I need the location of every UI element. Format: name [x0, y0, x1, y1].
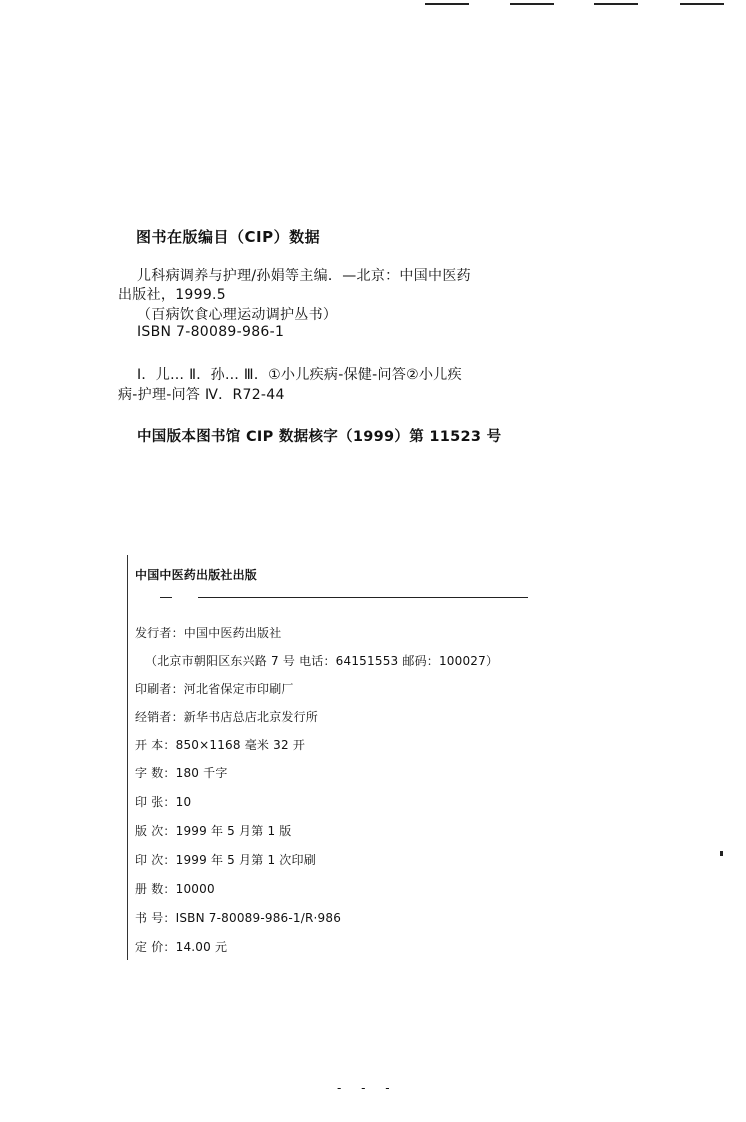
- cip-record-number: 中国版本图书馆 CIP 数据核字（1999）第 11523 号: [137, 429, 502, 445]
- top-mark-1: [425, 3, 469, 5]
- price-line: 定 价：14.00 元: [135, 940, 228, 954]
- distributor-line: 发行者：中国中医药出版社: [135, 626, 282, 640]
- top-mark-2: [510, 3, 554, 5]
- divider-long: [198, 597, 528, 598]
- wordcount-line: 字 数：180 千字: [135, 766, 228, 780]
- cip-line-1: 儿科病调养与护理/孙娟等主编．—北京：中国中医药: [137, 268, 471, 284]
- address-line: （北京市朝阳区东兴路 7 号 电话：64151553 邮码：100027）: [145, 654, 499, 668]
- format-line: 开 本：850×1168 毫米 32 开: [135, 738, 306, 752]
- publisher-line: 中国中医药出版社出版: [135, 568, 258, 582]
- sheets-line: 印 张：10: [135, 795, 192, 809]
- printing-line: 印 次：1999 年 5 月第 1 次印刷: [135, 853, 316, 867]
- top-mark-4: [680, 3, 724, 5]
- edition-line: 版 次：1999 年 5 月第 1 版: [135, 824, 292, 838]
- cip-subject-2: 病-护理-问答 Ⅳ．R72-44: [118, 387, 285, 403]
- printer-line: 印刷者：河北省保定市印刷厂: [135, 682, 294, 696]
- page-footer-marks: - - -: [337, 1081, 398, 1095]
- top-mark-3: [594, 3, 638, 5]
- copies-line: 册 数：10000: [135, 882, 215, 896]
- seller-line: 经销者：新华书店总店北京发行所: [135, 710, 319, 724]
- cip-heading: 图书在版编目（CIP）数据: [136, 228, 321, 246]
- cip-subject-1: Ⅰ．儿… Ⅱ．孙… Ⅲ．①小儿疾病-保健-问答②小儿疾: [137, 367, 462, 383]
- scan-dot: [720, 851, 723, 856]
- left-border: [127, 555, 128, 960]
- divider-short: [160, 597, 172, 598]
- cip-isbn: ISBN 7-80089-986-1: [137, 324, 285, 340]
- book-number-line: 书 号：ISBN 7-80089-986-1/R·986: [135, 911, 342, 925]
- cip-series: （百病饮食心理运动调护丛书）: [137, 307, 338, 323]
- cip-line-2: 出版社，1999.5: [118, 287, 226, 303]
